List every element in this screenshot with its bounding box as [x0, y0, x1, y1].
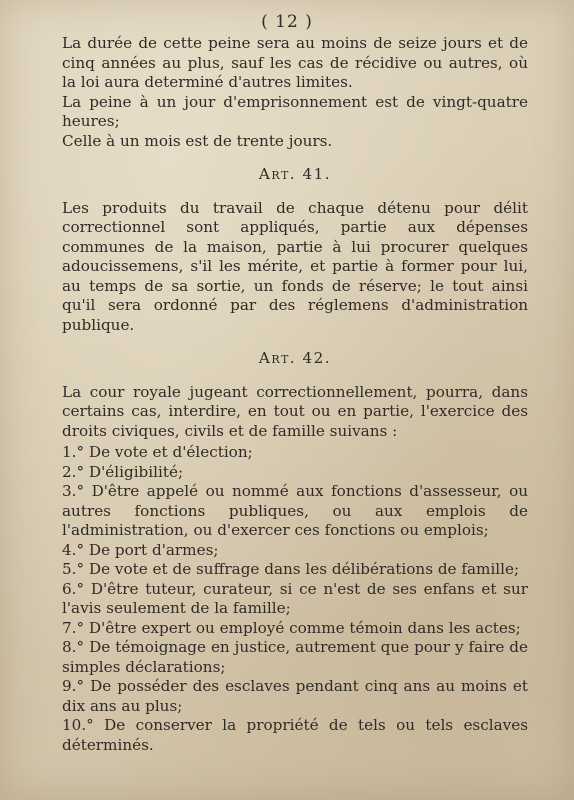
list-item — [62, 677, 528, 716]
list-item-text: D'éligibilité; — [88, 462, 184, 481]
list-item-text: De vote et d'élection; — [88, 443, 253, 461]
list-item-number: 9.° — [62, 677, 85, 695]
list-item-number: 1.° — [62, 443, 85, 461]
list-item-number: 3.° — [62, 482, 85, 500]
list-item-text: De conserver la propriété de tels ou tels esclaves déterminés. — [62, 716, 529, 754]
list-item-number: 6.° — [62, 579, 85, 598]
list-item-text: D'être appelé ou nommé aux fonctions d'assesseur, ou autres fonctions publiques, ou aux emplois de l'administration, ou d'exercer ces fonctions ou emplois; — [62, 482, 528, 539]
list-item-text: D'être tuteur, curateur, si ce n'est de ses enfans et sur l'avis seulement de la famille; — [62, 579, 529, 617]
list-item — [62, 580, 528, 619]
list-item-text: De posséder des esclaves pendant cinq ans au moins et dix ans au plus; — [62, 677, 529, 715]
article-42-intro: La cour royale jugeant correctionnellement, pourra, dans certains cas, interdire, en tout ou en partie, l'exercice des droits civiques, civils et de famille suivans : — [62, 382, 528, 440]
list-item-number: 2.° — [62, 462, 85, 481]
list-item-number: 8.° — [62, 638, 85, 656]
intro-paragraph-2: La peine à un jour d'emprisonnement est de vingt-quatre heures; — [62, 92, 528, 130]
article-41-heading: Art. 41. — [258, 165, 332, 183]
list-item — [62, 443, 528, 463]
list-item-number: 4.° — [62, 540, 85, 559]
list-item-number: 7.° — [62, 618, 85, 637]
article-41-text: Les produits du travail de chaque détenu pour délit correctionnel sont appliqués, partie aux dépenses communes de la maison, partie à lui procurer quelques adoucissemens, s'il les mérite, et partie à former pour lui, au temps de sa sortie, un fonds de réserve; le tout ainsi qu'il sera ordonné par des réglemens d'administration publique. — [62, 198, 528, 334]
list-item-text: De vote et de suffrage dans les délibérations de famille; — [88, 560, 520, 578]
list-item-text: De témoignage en justice, autrement que pour y faire de simples déclarations; — [62, 638, 528, 676]
list-item — [62, 638, 528, 677]
list-item-number: 10.° — [62, 716, 94, 734]
intro-paragraph-1: La durée de cette peine sera au moins de seize jours et de cinq années au plus, sauf les cas de récidive ou autres, où la loi aura determiné d'autres limites. — [62, 34, 528, 91]
list-item — [62, 716, 528, 755]
page-number: ( 12 ) — [261, 12, 313, 32]
list-item — [62, 463, 528, 483]
list-item — [62, 482, 528, 541]
list-item — [62, 560, 528, 580]
page-content — [62, 34, 528, 755]
intro-paragraph-3: Celle à un mois est de trente jours. — [62, 131, 333, 150]
list-item-number: 5.° — [62, 560, 85, 578]
list-item-text: De port d'armes; — [88, 540, 219, 559]
list-item-text: D'être expert ou employé comme témoin dans les actes; — [88, 618, 521, 637]
list-item — [62, 619, 528, 639]
article-42-list — [62, 443, 528, 755]
list-item — [62, 541, 528, 561]
article-42-heading: Art. 42. — [258, 349, 332, 367]
